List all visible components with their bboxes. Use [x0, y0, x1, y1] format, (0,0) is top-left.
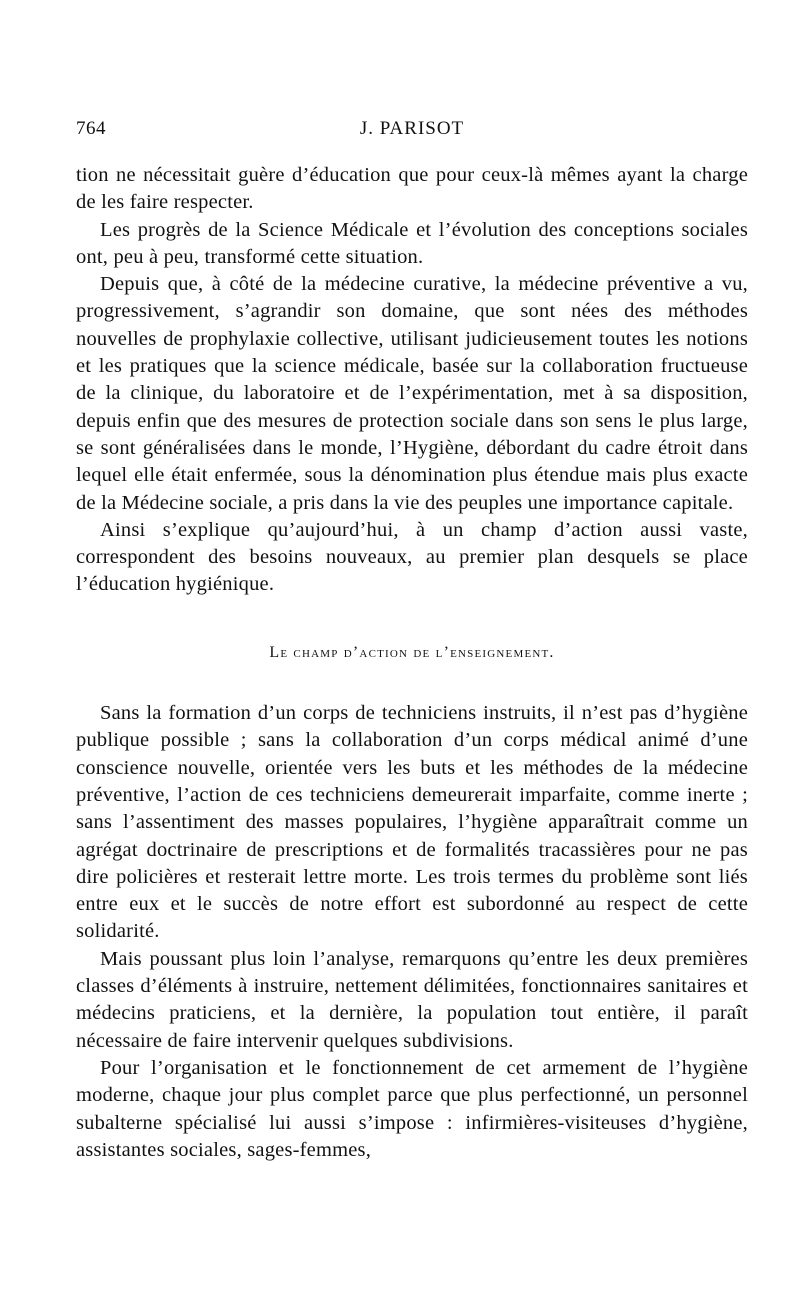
running-head: [76, 118, 748, 148]
paragraph: Mais poussant plus loin l’analyse, remarquons qu’entre les deux premières classes d’éléments à instruire, nettement délimitées, fonctionnaires sanitaires et médecins praticiens, et la dernière, la population tout entière, il paraît nécessaire de faire intervenir quelques subdivisions.: [76, 947, 748, 1052]
paragraph-continued: tion ne nécessitait guère d’éducation que pour ceux-là mêmes ayant la charge de les faire respecter.: [76, 164, 748, 214]
page-number: 764: [76, 118, 106, 139]
paragraph: Depuis que, à côté de la médecine curative, la médecine préventive a vu, progressivement, s’agrandir son domaine, que sont nées des méthodes nouvelles de prophylaxie collective, utilisant judicieusement toutes les notions et les pratiques que la science médicale, basée sur la collaboration fructueuse de la clinique, du laboratoire et de l’expérimentation, met à sa disposition, depuis enfin que des mesures de protection sociale dans son sens le plus large, se sont généralisées dans le monde, l’Hygiène, débordant du cadre étroit dans lequel elle était enfermée, sous la dénomination plus étendue mais plus exacte de la Médecine sociale, a pris dans la vie des peuples une importance capitale.: [76, 273, 748, 514]
paragraph: Ainsi s’explique qu’aujourd’hui, à un champ d’action aussi vaste, correspondent des besoins nouveaux, au premier plan desquels se place l’éducation hygiénique.: [76, 518, 748, 596]
paragraph: Les progrès de la Science Médicale et l’évolution des conceptions sociales ont, peu à peu, transformé cette situation.: [76, 218, 748, 268]
paragraph: Sans la formation d’un corps de techniciens instruits, il n’est pas d’hygiène publique possible ; sans la collaboration d’un corps médical animé d’une conscience nouvelle, orientée vers les buts et les méthodes de la médecine préventive, l’action de ces techniciens demeurerait imparfaite, comme inerte ; sans l’assentiment des masses populaires, l’hygiène apparaîtrait comme un agrégat doctrinaire de prescriptions et de formalités tracassières pour ne pas dire policières et resterait lettre morte. Les trois termes du problème sont liés entre eux et le succès de notre effort est subordonné au respect de cette solidarité.: [76, 702, 748, 943]
body-text: [76, 162, 748, 1164]
section-heading: Le champ d’action de l’enseignement.: [269, 643, 555, 661]
paragraph: Pour l’organisation et le fonctionnement de cet armement de l’hygiène moderne, chaque jour plus complet parce que plus perfectionné, un personnel subalterne spécialisé lui aussi s’impose : infirmières-visiteuses d’hygiène, assistantes sociales, sages-femmes,: [76, 1056, 748, 1161]
running-title: J. PARISOT: [359, 118, 465, 139]
book-page: [76, 118, 748, 1164]
